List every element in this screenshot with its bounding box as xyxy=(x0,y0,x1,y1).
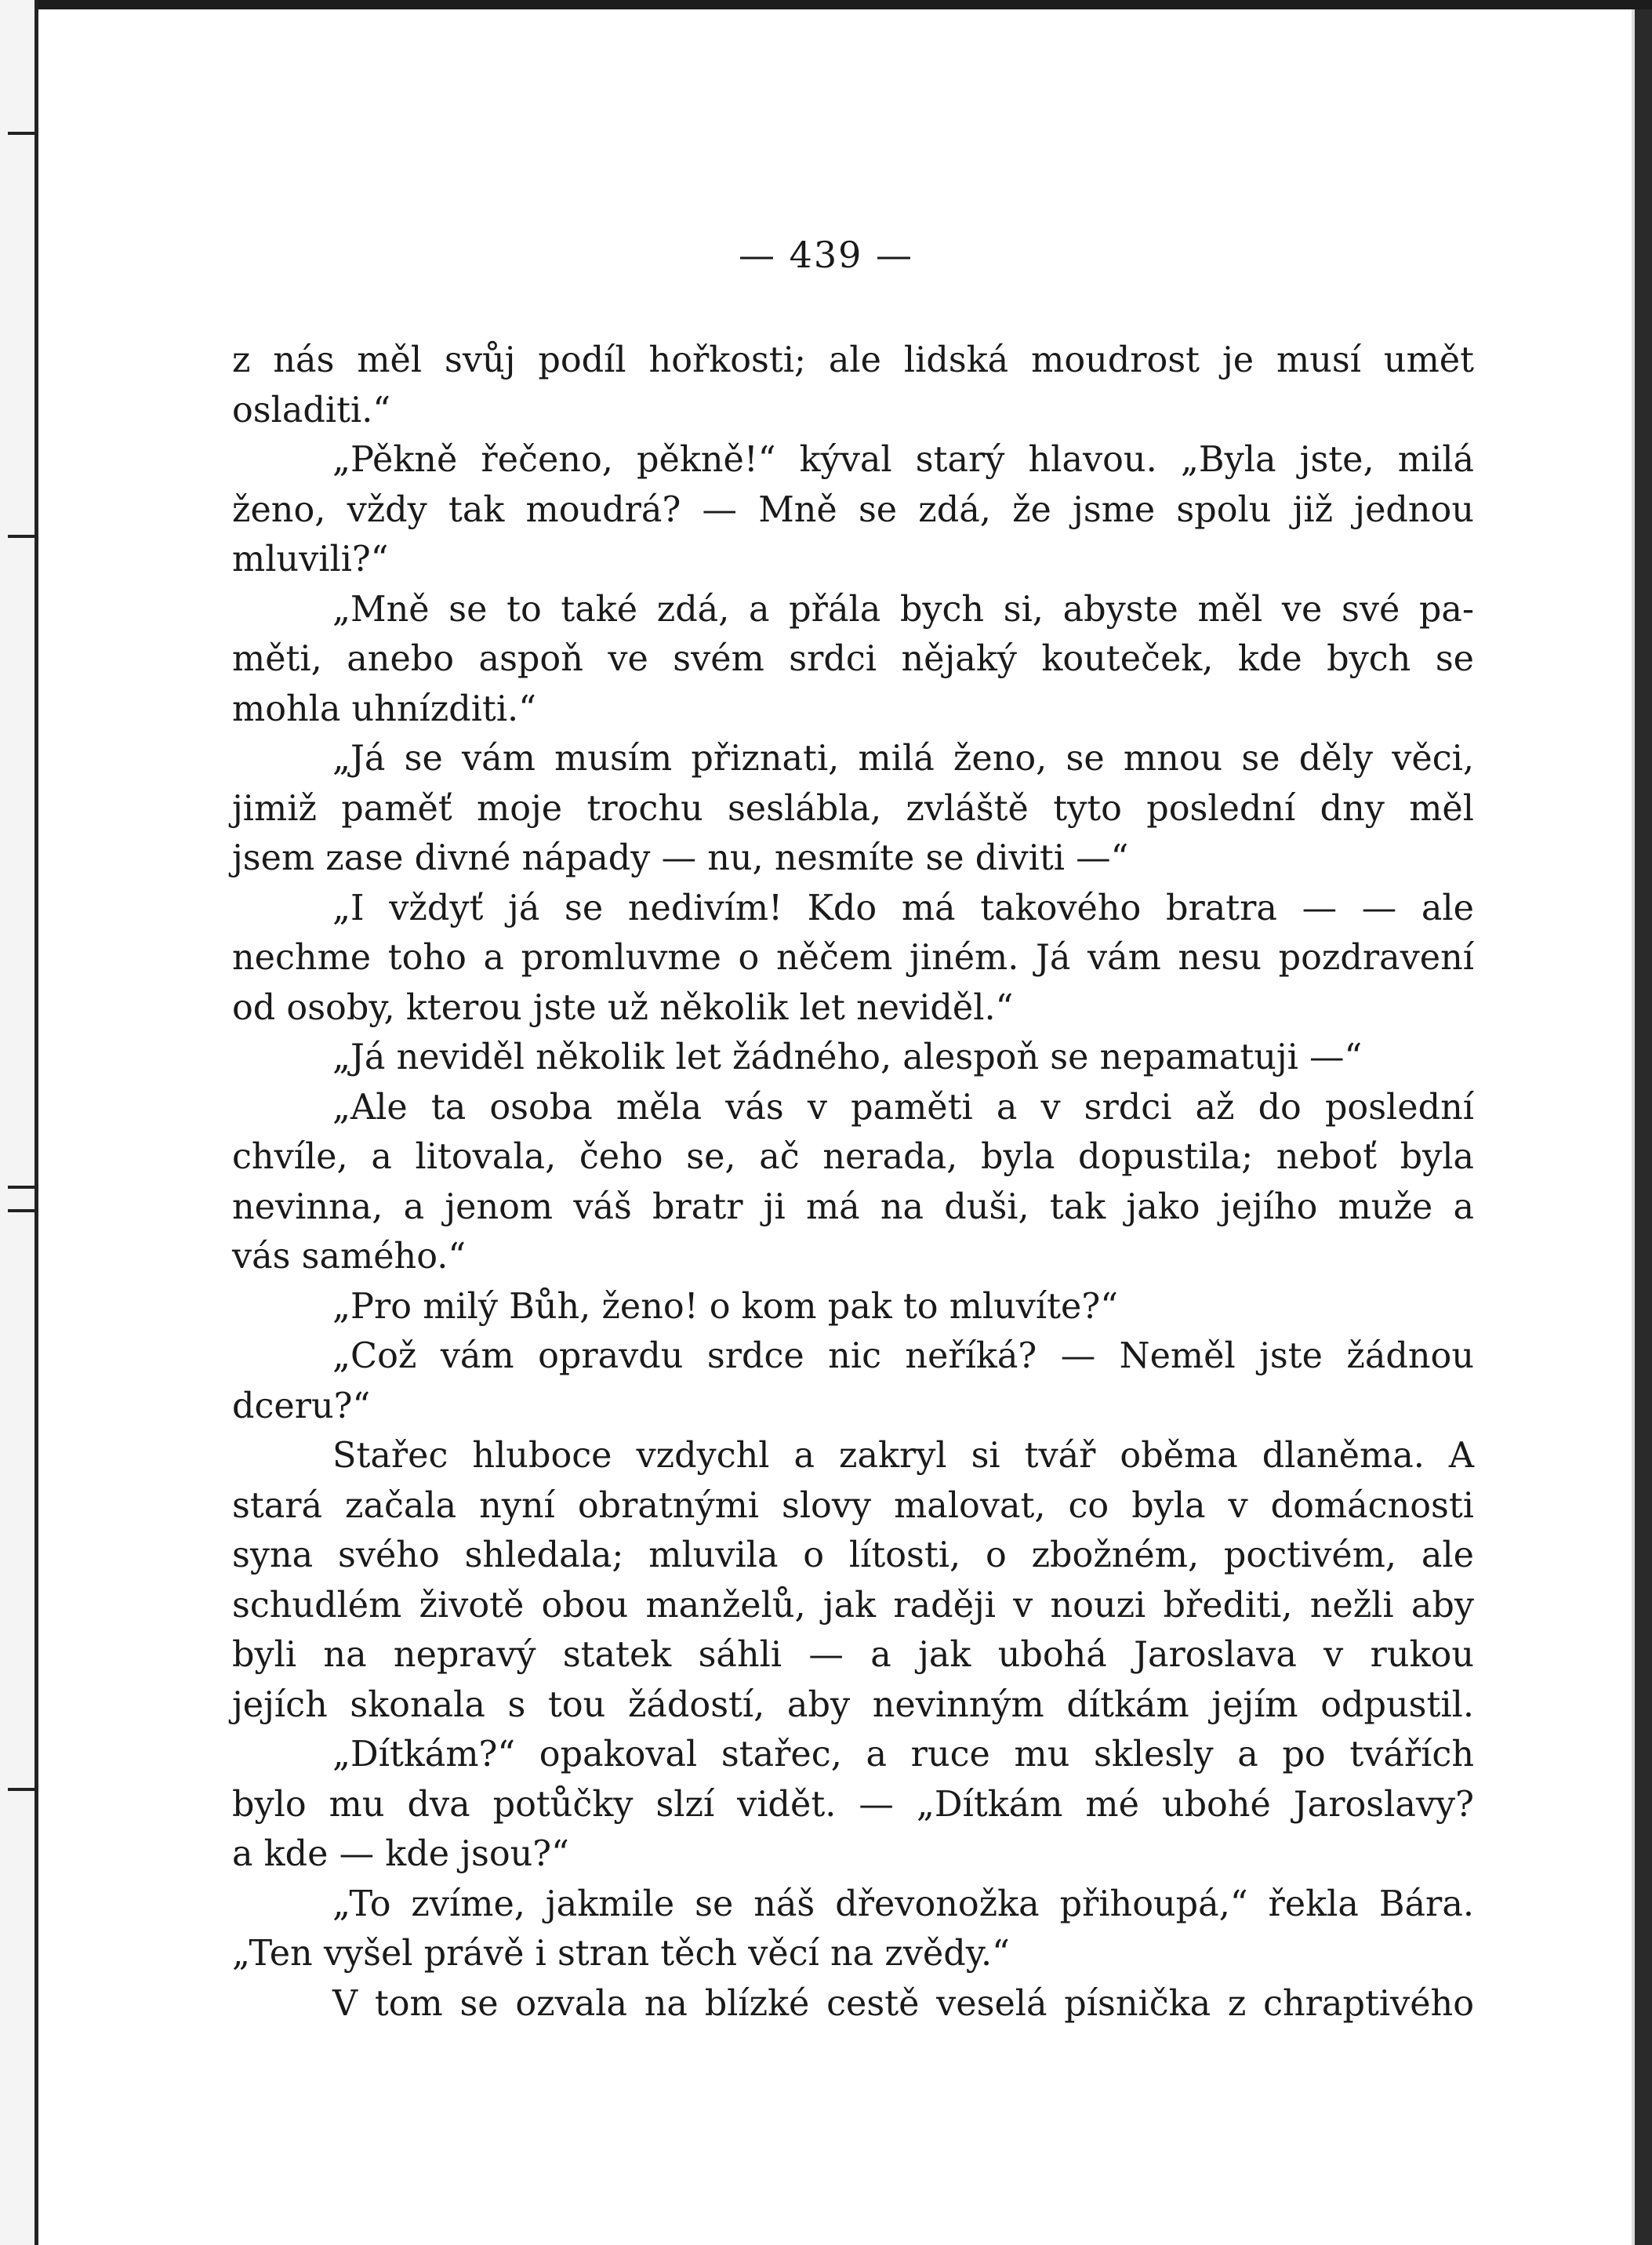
text-line: jejích skonala s tou žádostí, aby nevinným dítkám jejím odpustil. xyxy=(232,1684,1474,1725)
text-line: mluvili?“ xyxy=(232,539,389,579)
margin-tick-mark xyxy=(8,132,38,135)
text-line: „Já neviděl několik let žádného, alespoň se nepamatuji —“ xyxy=(332,1037,1363,1077)
text-line: „To zvíme, jakmile se náš dřevonožka přihoupá,“ řekla Bára. xyxy=(332,1884,1474,1924)
text-line: od osoby, kterou jste už několik let neviděl.“ xyxy=(232,987,1014,1028)
text-line: „Mně se to také zdá, a přála bych si, abyste měl ve své pa- xyxy=(332,589,1474,630)
text-line: měti, anebo aspoň ve svém srdci nějaký kouteček, kde bych se xyxy=(232,639,1474,679)
text-line: osladiti.“ xyxy=(232,390,391,430)
text-line: jsem zase divné nápady — nu, nesmíte se diviti —“ xyxy=(232,838,1129,878)
text-line: „Já se vám musím přiznati, milá ženo, se mnou se děly věci, xyxy=(332,739,1474,779)
margin-tick-mark xyxy=(8,535,38,538)
text-line: „Ale ta osoba měla vás v paměti a v srdci až do poslední xyxy=(332,1087,1474,1128)
margin-tick-mark xyxy=(8,1788,38,1791)
scan-top-edge xyxy=(0,0,1652,9)
page-number: — 439 — xyxy=(738,234,914,276)
text-line: schudlém životě obou manželů, jak raději v nouzi břediti, nežli aby xyxy=(232,1585,1474,1626)
margin-tick-mark xyxy=(8,1186,38,1189)
text-line: z nás měl svůj podíl hořkosti; ale lidská moudrost je musí umět xyxy=(232,340,1474,380)
scan-right-edge xyxy=(1635,9,1652,2245)
binding-rule xyxy=(34,0,38,2245)
text-line: mohla uhnízditi.“ xyxy=(232,688,536,729)
text-line: nechme toho a promluvme o něčem jiném. Já vám nesu pozdravení xyxy=(232,938,1474,978)
text-line: stará začala nyní obratnými slovy malovat, co byla v domácnosti xyxy=(232,1485,1474,1526)
text-line: ženo, vždy tak moudrá? — Mně se zdá, že jsme spolu již jednou xyxy=(232,489,1474,530)
text-line: chvíle, a litovala, čeho se, ač nerada, byla dopustila; neboť byla xyxy=(232,1137,1474,1177)
text-line: „Ten vyšel právě i stran těch věcí na zvědy.“ xyxy=(232,1934,1010,1974)
text-line: syna svého shledala; mluvila o lítosti, o zbožném, poctivém, ale xyxy=(232,1535,1474,1575)
text-line: „Což vám opravdu srdce nic neříká? — Neměl jste žádnou xyxy=(332,1336,1474,1376)
text-line: dceru?“ xyxy=(232,1386,371,1426)
text-line: „Dítkám?“ opakoval stařec, a ruce mu sklesly a po tvářích xyxy=(332,1735,1474,1775)
text-line: „Pro milý Bůh, ženo! o kom pak to mluvíte?“ xyxy=(332,1286,1118,1327)
text-line: byli na nepravý statek sáhli — a jak ubohá Jaroslava v rukou xyxy=(232,1635,1474,1675)
text-line: Stařec hluboce vzdychl a zakryl si tvář oběma dlaněma. A xyxy=(332,1436,1474,1476)
text-line: vás samého.“ xyxy=(232,1237,467,1277)
text-line: jimiž paměť moje trochu seslábla, zvláště tyto poslední dny měl xyxy=(232,788,1474,829)
body-text xyxy=(232,336,1474,2029)
text-line: bylo mu dva potůčky slzí vidět. — „Dítkám mé ubohé Jaroslavy? xyxy=(232,1784,1474,1825)
text-line: „I vždyť já se nedivím! Kdo má takového bratra — — ale xyxy=(332,888,1474,928)
margin-tick-mark xyxy=(8,1209,38,1212)
binding-margin xyxy=(0,0,34,2245)
text-line: nevinna, a jenom váš bratr ji má na duši, tak jako jejího muže a xyxy=(232,1186,1474,1227)
text-line: a kde — kde jsou?“ xyxy=(232,1834,569,1874)
text-line: V tom se ozvala na blízké cestě veselá písnička z chraptivého xyxy=(332,1983,1474,2024)
text-line: „Pěkně řečeno, pěkně!“ kýval starý hlavou. „Byla jste, milá xyxy=(332,440,1474,480)
